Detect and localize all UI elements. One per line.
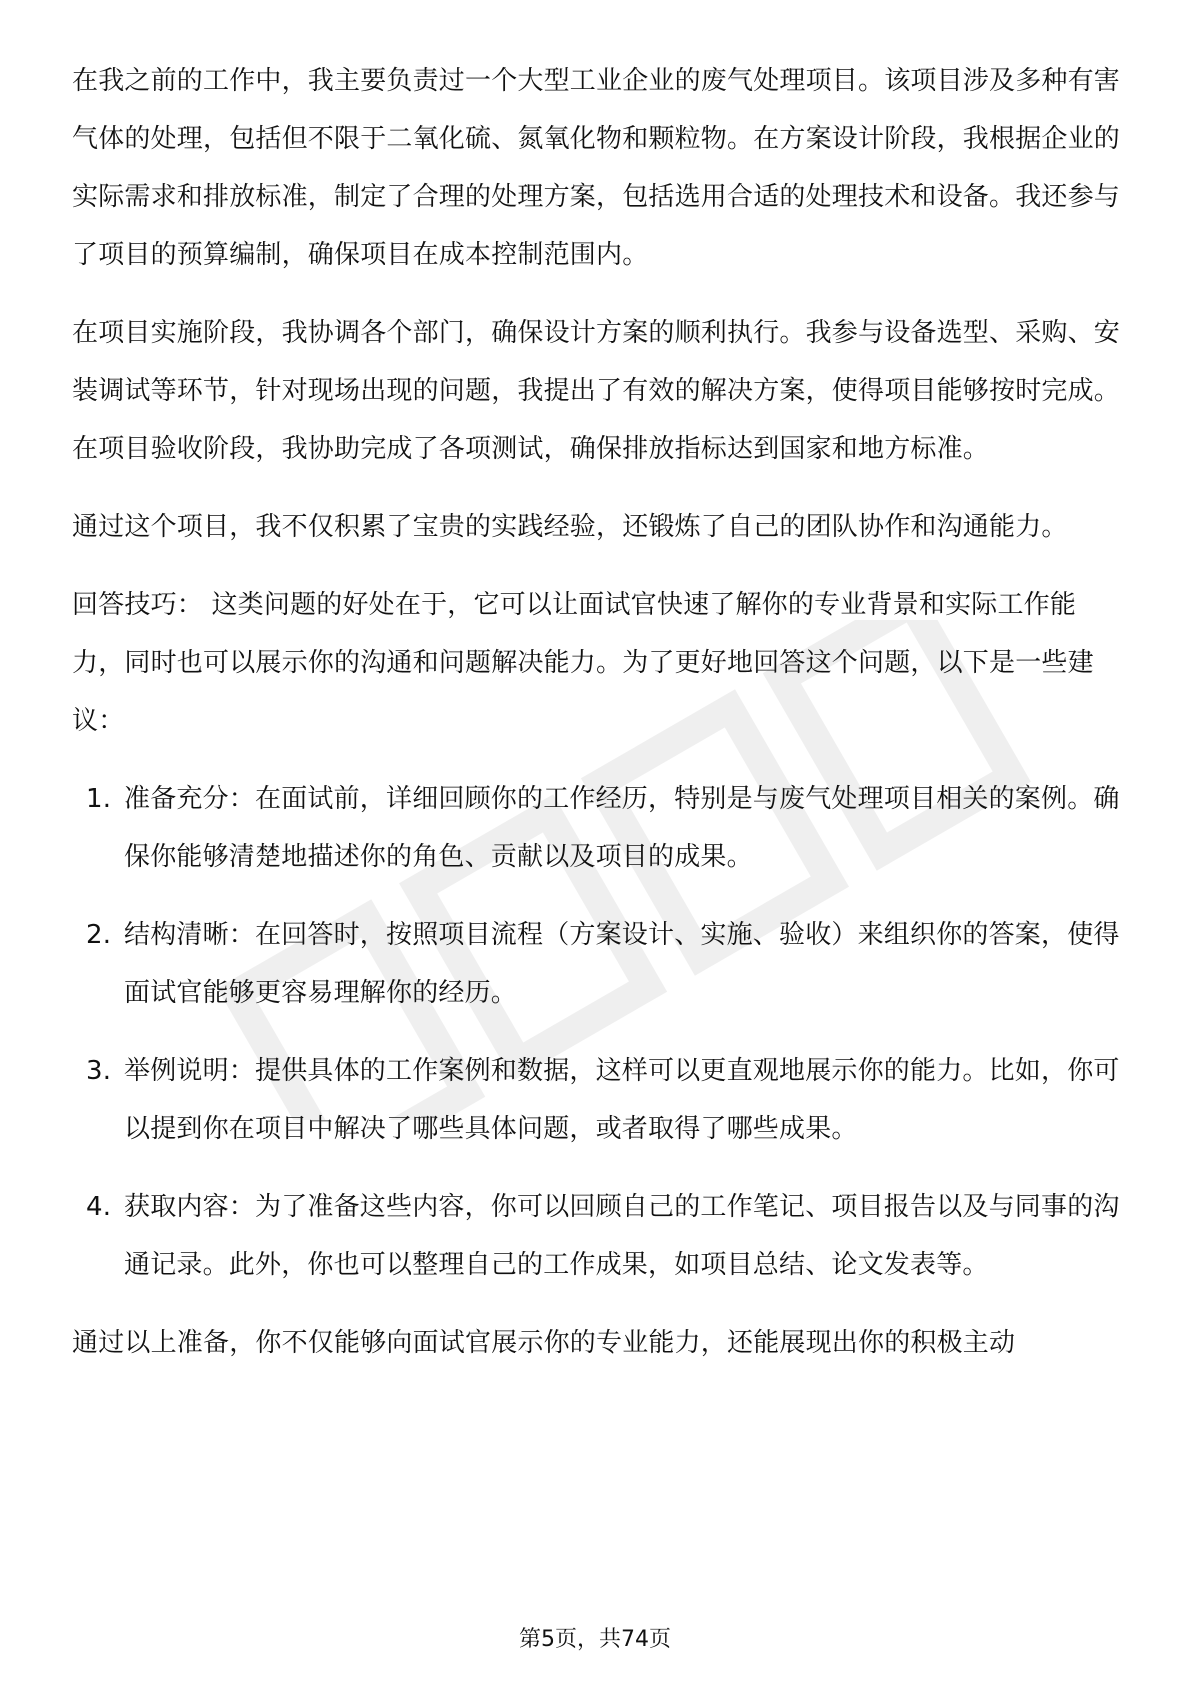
page-number: 第5页，共74页: [519, 1627, 671, 1652]
paragraph-summary: 通过这个项目，我不仅积累了宝贵的实践经验，还锻炼了自己的团队协作和沟通能力。: [72, 512, 1068, 542]
list-text: 获取内容：为了准备这些内容，你可以回顾自己的工作笔记、项目报告以及与同事的沟通记录。此外，你也可以整理自己的工作成果，如项目总结、论文发表等。: [124, 1192, 1120, 1280]
paragraph-answer-tips: 回答技巧： 这类问题的好处在于，它可以让面试官快速了解你的专业背景和实际工作能力，同时也可以展示你的沟通和问题解决能力。为了更好地回答这个问题，以下是一些建议：: [72, 590, 1094, 736]
list-item: [72, 1042, 1122, 1158]
list-text: 举例说明：提供具体的工作案例和数据，这样可以更直观地展示你的能力。比如，你可以提到你在项目中解决了哪些具体问题，或者取得了哪些成果。: [124, 1056, 1120, 1144]
list-text: 准备充分：在面试前，详细回顾你的工作经历，特别是与废气处理项目相关的案例。确保你能够清楚地描述你的角色、贡献以及项目的成果。: [124, 784, 1120, 872]
list-number: 2.: [86, 920, 112, 950]
list-item: [72, 1178, 1122, 1294]
tips-list: [72, 770, 1122, 1294]
list-number: 4.: [86, 1192, 112, 1222]
list-text: 结构清晰：在回答时，按照项目流程（方案设计、实施、验收）来组织你的答案，使得面试官能够更容易理解你的经历。: [124, 920, 1120, 1008]
list-item: [72, 770, 1122, 886]
paragraph-implementation: 在项目实施阶段，我协调各个部门，确保设计方案的顺利执行。我参与设备选型、采购、安装调试等环节，针对现场出现的问题，我提出了有效的解决方案，使得项目能够按时完成。在项目验收阶段，我协助完成了各项测试，确保排放指标达到国家和地方标准。: [72, 318, 1121, 464]
list-number: 1.: [86, 784, 112, 814]
page-footer: [0, 1622, 1190, 1653]
paragraph-conclusion: 通过以上准备，你不仅能够向面试官展示你的专业能力，还能展现出你的积极主动: [72, 1328, 1016, 1358]
list-number: 3.: [86, 1056, 112, 1086]
paragraph-work-experience: 在我之前的工作中，我主要负责过一个大型工业企业的废气处理项目。该项目涉及多种有害气体的处理，包括但不限于二氧化硫、氮氧化物和颗粒物。在方案设计阶段，我根据企业的实际需求和排放标准，制定了合理的处理方案，包括选用合适的处理技术和设备。我还参与了项目的预算编制，确保项目在成本控制范围内。: [72, 66, 1121, 270]
list-item: [72, 906, 1122, 1022]
document-body: [72, 52, 1122, 1372]
